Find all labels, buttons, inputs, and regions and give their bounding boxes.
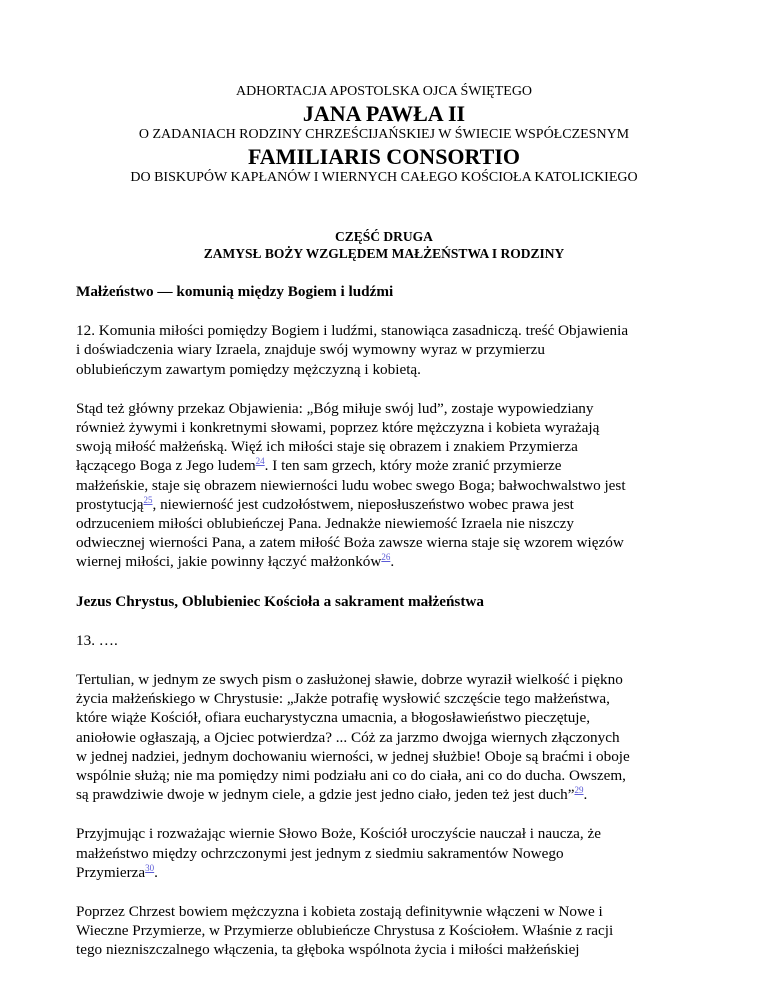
text-line: . — [583, 786, 588, 804]
footnote-link-29[interactable]: 29 — [574, 785, 584, 796]
document-title: FAMILIARIS CONSORTIO — [247, 144, 521, 169]
text-line: odrzuceniem miłości oblubieńczej Pana. Jednakże niewiemość Izraela nie niszczy — [76, 515, 575, 533]
header-author: JANA PAWŁA II — [302, 101, 466, 126]
text-line: oblubieńczym zawartym pomiędzy mężczyzną i kobietą. — [76, 360, 421, 378]
text-line: prostytucją — [76, 495, 144, 513]
text-line: . — [154, 863, 158, 881]
header-line-adhortacja: ADHORTACJA APOSTOLSKA OJCA ŚWIĘTEGO — [235, 84, 533, 99]
text-line: aniołowie ogłaszają, a Ojciec potwierdza? ... Cóż za jarzmo dwojga wiernych złączonych — [76, 728, 620, 746]
text-line: tego niezniszczalnego włączenia, ta głęboka wspólnota życia i miłości małżeńskiej — [76, 941, 580, 959]
text-line: . — [390, 553, 395, 571]
part-heading — [0, 228, 768, 262]
document-header — [0, 83, 768, 187]
text-line: Przyjmując i rozważając wiernie Słowo Boże, Kościół uroczyście nauczał i naucza, że — [76, 825, 601, 843]
text-line: Przymierza — [76, 863, 146, 881]
text-line: wiernej miłości, jakie powinny łączyć małżonków — [76, 553, 382, 571]
paragraph-revelation — [76, 399, 696, 572]
text-line: , niewierność jest cudzołóstwem, nieposłuszeństwo wobec prawa jest — [152, 495, 574, 513]
footnote-link-26[interactable]: 26 — [381, 552, 391, 563]
text-line: swoją miłość małżeńską. Więź ich miłości staje się obrazem i znakiem Przymierza — [76, 438, 578, 456]
part-number: CZĘŚĆ DRUGA — [335, 229, 433, 244]
part-title: ZAMYSŁ BOŻY WZGLĘDEM MAŁŻEŃSTWA I RODZINY — [203, 246, 565, 261]
text-line: wspólnie służą; nie ma pomiędzy nimi podziału ani co do ciała, ani co do ducha. Owszem, — [76, 767, 626, 785]
section-heading-marriage-communion: Małżeństwo — komunią między Bogiem i ludźmi — [76, 283, 394, 300]
text-line: w jednej nadziei, jednym dochowaniu wierności, w jednej służbie! Oboje są braćmi i oboje — [76, 747, 630, 765]
paragraph-sacrament — [76, 824, 696, 882]
text-line: Poprzez Chrzest bowiem mężczyzna i kobieta zostają definitywnie włączeni w Nowe i — [76, 903, 603, 921]
header-subject: O ZADANIACH RODZINY CHRZEŚCIJAŃSKIEJ W ŚWIECIE WSPÓŁCZESNYM — [138, 127, 630, 142]
text-line: 12. Komunia miłości pomiędzy Bogiem i ludźmi, stanowiąca zasadniczą. treść Objawienia — [76, 322, 629, 340]
text-line: Tertulian, w jednym ze swych pism o zasłużonej sławie, dobrze wyraził wielkość i piękno — [76, 671, 623, 689]
paragraph-13: 13. …. — [76, 631, 118, 649]
text-line: Wieczne Przymierze, w Przymierze oblubieńcze Chrystusa z Kościołem. Właśnie z racji — [76, 922, 614, 940]
text-line: również żywymi i konkretnymi słowami, poprzez które mężczyzna i kobieta wyrażają — [76, 419, 600, 437]
text-line: są prawdziwie dwoje w jednym ciele, a gdzie jest jedno ciało, jeden też jest duch” — [76, 786, 575, 804]
footnote-link-30[interactable]: 30 — [145, 862, 155, 873]
document-body — [76, 282, 696, 980]
paragraph-tertullian — [76, 670, 696, 804]
text-line: i doświadczenia wiary Izraela, znajduje swój wymowny wyraz w przymierzu — [76, 341, 545, 359]
footnote-link-24[interactable]: 24 — [255, 456, 265, 467]
text-line: małżeńskie, staje się obrazem niewierności ludu wobec swego Boga; bałwochwalstwo jest — [76, 476, 626, 494]
text-line: małżeństwo między ochrzczonymi jest jednym z siedmiu sakramentów Nowego — [76, 844, 564, 862]
text-line: odwiecznej wierności Pana, a zatem miłość Boża zawsze wierna staje się wzorem więzów — [76, 534, 624, 552]
text-line: które wiąże Kościół, ofiara eucharystyczna umacnia, a błogosławieństwo pieczętuje, — [76, 709, 591, 727]
text-line: . I ten sam grzech, który może zranić przymierze — [264, 457, 562, 475]
header-addressees: DO BISKUPÓW KAPŁANÓW I WIERNYCH CAŁEGO KOŚCIOŁA KATOLICKIEGO — [130, 170, 638, 185]
text-line: łączącego Boga z Jego ludem — [76, 457, 256, 475]
section-heading-christ-bridegroom: Jezus Chrystus, Oblubieniec Kościoła a sakrament małżeństwa — [76, 592, 484, 610]
text-line: Stąd też główny przekaz Objawienia: „Bóg miłuje swój lud”, zostaje wypowiedziany — [76, 399, 594, 417]
paragraph-baptism — [76, 902, 696, 960]
paragraph-12 — [76, 321, 696, 379]
text-line: życia małżeńskiego w Chrystusie: „Jakże potrafię wysłowić szczęście tego małżeństwa, — [76, 690, 610, 708]
footnote-link-25[interactable]: 25 — [143, 494, 153, 505]
